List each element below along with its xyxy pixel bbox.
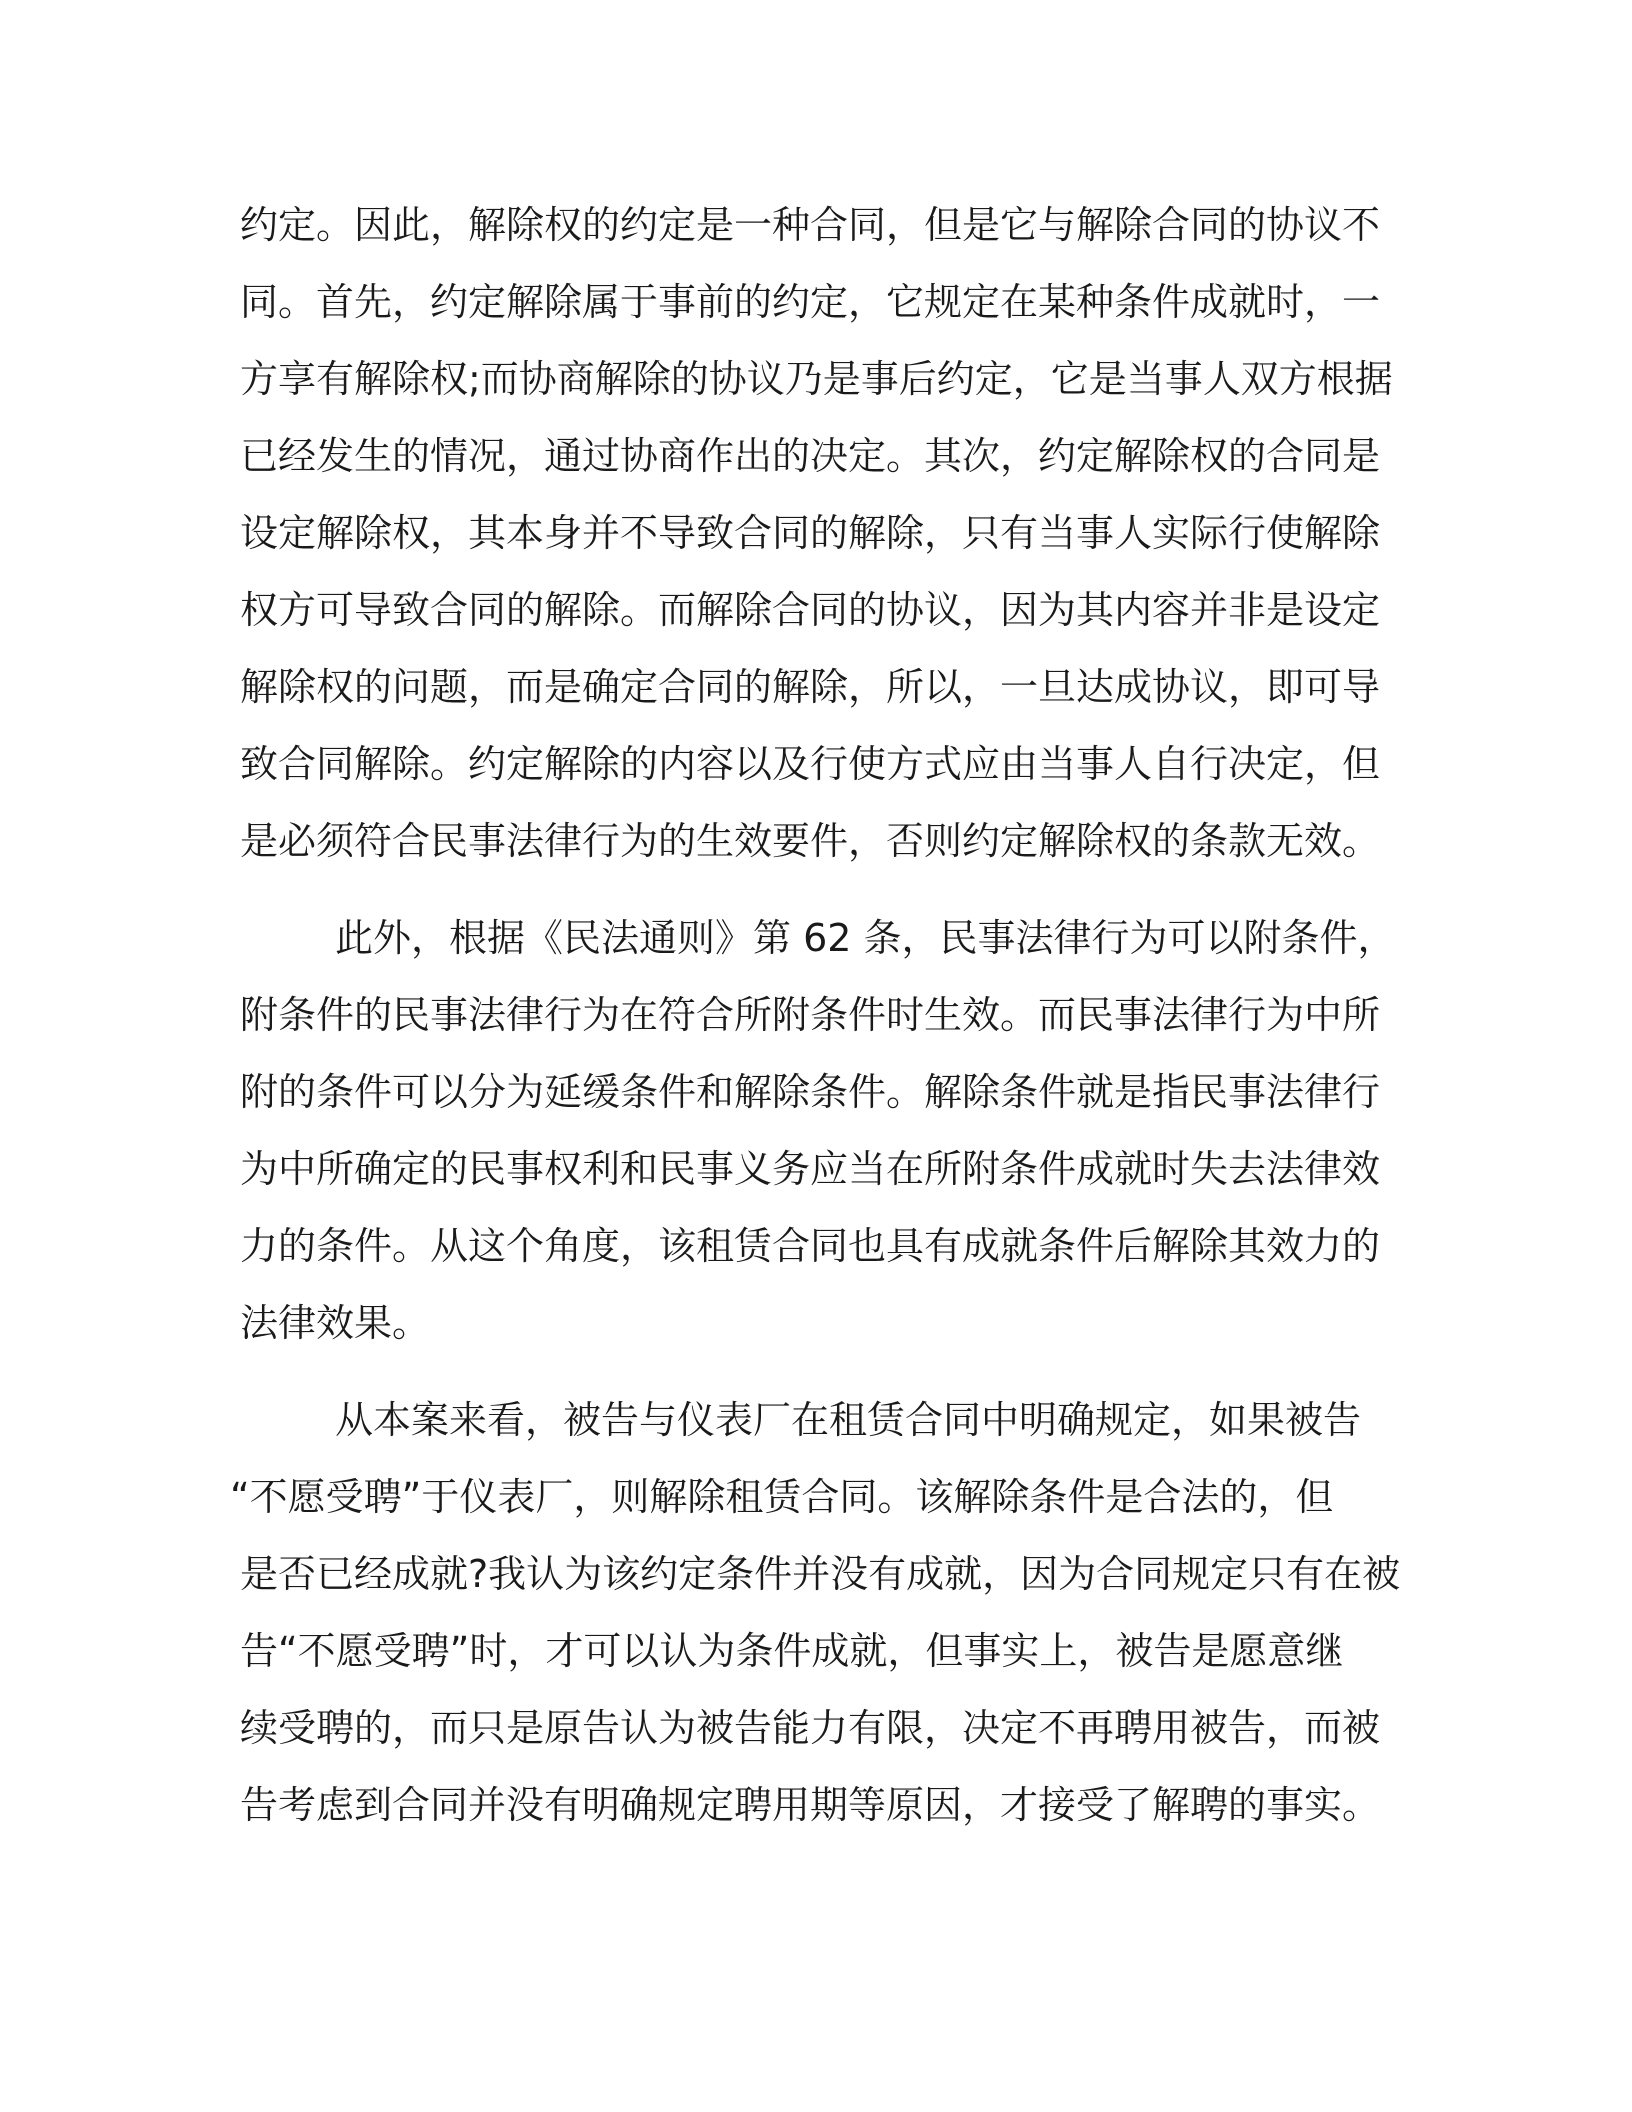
text-line: 附的条件可以分为延缓条件和解除条件。解除条件就是指民事法律行 <box>240 1070 1381 1114</box>
paragraph-1 <box>240 187 1393 880</box>
text-line: 致合同解除。约定解除的内容以及行使方式应由当事人自行决定，但 <box>240 742 1381 786</box>
paragraph-2 <box>240 900 1396 1362</box>
text-line: 方享有解除权;而协商解除的协议乃是事后约定，它是当事人双方根据 <box>240 357 1393 401</box>
text-line: 同。首先，约定解除属于事前的约定，它规定在某种条件成就时，一 <box>240 280 1381 324</box>
text-line: 约定。因此，解除权的约定是一种合同，但是它与解除合同的协议不 <box>240 203 1381 247</box>
text-line: 此外，根据《民法通则》第 62 条，民事法律行为可以附条件， <box>335 916 1396 960</box>
text-line: 告“不愿受聘”时，才可以认为条件成就，但事实上，被告是愿意继 <box>240 1629 1344 1673</box>
body-text <box>230 187 1401 1844</box>
text-line: 为中所确定的民事权利和民事义务应当在所附条件成就时失去法律效 <box>240 1147 1381 1191</box>
text-line: 力的条件。从这个角度，该租赁合同也具有成就条件后解除其效力的 <box>240 1224 1381 1268</box>
text-line: 是否已经成就?我认为该约定条件并没有成就，因为合同规定只有在被 <box>240 1552 1401 1596</box>
text-line: 从本案来看，被告与仪表厂在租赁合同中明确规定，如果被告 <box>335 1398 1362 1442</box>
text-line: 解除权的问题，而是确定合同的解除，所以，一旦达成协议，即可导 <box>240 665 1381 709</box>
paragraph-spacer <box>240 1362 1380 1382</box>
text-line: 法律效果。 <box>240 1301 431 1345</box>
text-line: 设定解除权，其本身并不导致合同的解除，只有当事人实际行使解除 <box>240 511 1381 555</box>
text-line: 权方可导致合同的解除。而解除合同的协议，因为其内容并非是设定 <box>240 588 1381 632</box>
text-line: “不愿受聘”于仪表厂，则解除租赁合同。该解除条件是合法的，但 <box>230 1475 1334 1519</box>
text-line: 附条件的民事法律行为在符合所附条件时生效。而民事法律行为中所 <box>240 993 1381 1037</box>
text-line: 已经发生的情况，通过协商作出的决定。其次，约定解除权的合同是 <box>240 434 1381 478</box>
text-line: 续受聘的，而只是原告认为被告能力有限，决定不再聘用被告，而被 <box>240 1706 1381 1750</box>
text-line: 是必须符合民事法律行为的生效要件，否则约定解除权的条款无效。 <box>240 819 1381 863</box>
paragraph-spacer <box>240 880 1380 900</box>
text-line: 告考虑到合同并没有明确规定聘用期等原因，才接受了解聘的事实。 <box>240 1783 1381 1827</box>
paragraph-3 <box>230 1382 1401 1844</box>
